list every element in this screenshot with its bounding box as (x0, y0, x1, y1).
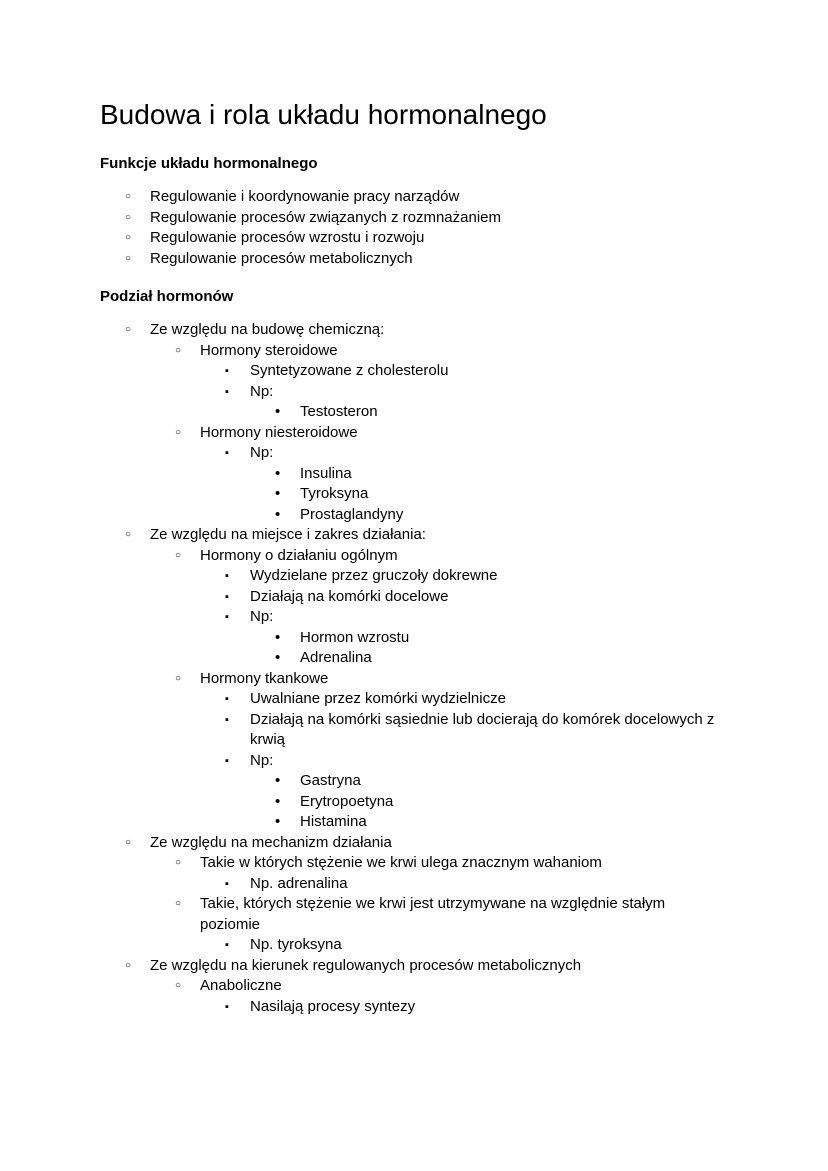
list-item (100, 812, 728, 833)
bullet-circle-icon: ○ (125, 211, 132, 223)
bullet-circle-icon: ○ (175, 898, 182, 909)
bullet-square-icon: ▪ (225, 385, 229, 398)
bullet-square-icon: ▪ (225, 939, 229, 951)
list-item-text: Ze względu na miejsce i zakres działania: (150, 526, 426, 543)
bullet-circle-icon: ○ (125, 836, 132, 848)
list-item-text: Działają na komórki sąsiednie lub docierają do komórek docelowych z krwią (250, 710, 715, 748)
list-item (100, 628, 728, 649)
list-item (100, 187, 728, 208)
list-item (100, 525, 728, 546)
bullet-circle-icon: ○ (125, 324, 132, 335)
list-item-text: Syntetyzowane z cholesterolu (250, 362, 449, 379)
bullet-square-icon: ▪ (225, 365, 229, 377)
list-item-text: Np. adrenalina (250, 874, 348, 892)
list-item-text: Np: (250, 608, 274, 625)
bullet-circle-icon: ○ (175, 857, 182, 868)
bullet-circle-icon: ○ (175, 549, 182, 561)
list-item-text: Hormony steroidowe (200, 341, 338, 359)
list-item-text: Ze względu na budowę chemiczną: (150, 321, 385, 338)
list-item-text: Hormony o działaniu ogólnym (200, 546, 398, 564)
list-item (100, 208, 728, 229)
bullet-dot-icon: • (275, 649, 281, 666)
list-item-text: Działają na komórki docelowe (250, 587, 449, 605)
list-item-text: Np: (250, 751, 274, 769)
list-item (100, 505, 728, 526)
list-item (100, 382, 728, 403)
section-heading: Podział hormonów (100, 288, 234, 305)
document-title: Budowa i rola układu hormonalnego (100, 99, 547, 130)
bullet-circle-icon: ○ (125, 529, 132, 540)
section-heading: Funkcje układu hormonalnego (100, 155, 318, 172)
list-item (100, 689, 728, 710)
bullet-square-icon: ▪ (225, 1000, 229, 1013)
list-item (100, 997, 728, 1018)
bullet-square-icon: ▪ (225, 693, 229, 705)
list-item-text: Regulowanie i koordynowanie pracy narządów (150, 188, 460, 205)
bullet-circle-icon: ○ (125, 232, 132, 243)
document-content (100, 98, 728, 1023)
bullet-dot-icon: • (275, 792, 281, 810)
bullet-square-icon: ▪ (225, 713, 229, 726)
bullet-square-icon: ▪ (225, 611, 229, 623)
list-item-text: Insulina (300, 464, 352, 482)
list-item (100, 423, 728, 444)
list-item (100, 792, 728, 813)
list-item-text: Ze względu na kierunek regulowanych procesów metabolicznych (150, 956, 582, 974)
bullet-list (100, 187, 728, 269)
bullet-dot-icon: • (275, 505, 281, 523)
list-item (100, 669, 728, 690)
list-item-text: Takie, których stężenie we krwi jest utrzymywane na względnie stałym poziomie (200, 895, 666, 933)
bullet-square-icon: ▪ (225, 590, 229, 603)
list-item (100, 228, 728, 249)
list-item (100, 464, 728, 485)
bullet-dot-icon: • (275, 464, 281, 482)
list-item-text: Regulowanie procesów związanych z rozmnażaniem (150, 208, 501, 226)
list-item-text: Np: (250, 382, 274, 400)
list-item-text: Gastryna (300, 772, 361, 789)
bullet-circle-icon: ○ (175, 672, 182, 684)
list-item (100, 853, 728, 874)
list-item (100, 361, 728, 382)
bullet-dot-icon: • (275, 772, 281, 789)
list-item-text: Uwalniane przez komórki wydzielnicze (250, 690, 506, 707)
bullet-circle-icon: ○ (125, 252, 132, 264)
list-item (100, 546, 728, 567)
bullet-square-icon: ▪ (225, 754, 229, 767)
list-item-text: Nasilają procesy syntezy (250, 997, 416, 1015)
bullet-square-icon: ▪ (225, 877, 229, 890)
list-item-text: Erytropoetyna (300, 792, 394, 810)
list-item (100, 443, 728, 464)
bullet-circle-icon: ○ (125, 191, 132, 202)
list-item (100, 484, 728, 505)
bullet-circle-icon: ○ (175, 980, 182, 991)
bullet-circle-icon: ○ (175, 344, 182, 356)
list-item (100, 874, 728, 895)
list-item-text: Regulowanie procesów metabolicznych (150, 249, 413, 267)
document-sections (100, 154, 728, 1017)
list-item-text: Np. tyroksyna (250, 936, 342, 953)
list-item (100, 587, 728, 608)
list-item-text: Ze względu na mechanizm działania (150, 833, 392, 851)
list-item-text: Hormon wzrostu (300, 628, 410, 646)
list-item (100, 894, 728, 935)
list-item-text: Wydzielane przez gruczoły dokrewne (250, 567, 498, 584)
list-item (100, 935, 728, 956)
list-item-text: Regulowanie procesów wzrostu i rozwoju (150, 229, 425, 246)
list-item-text: Histamina (300, 813, 367, 830)
list-item-text: Anaboliczne (200, 977, 282, 994)
bullet-dot-icon: • (275, 813, 281, 830)
list-item-text: Prostaglandyny (300, 505, 404, 523)
list-item (100, 607, 728, 628)
list-item (100, 341, 728, 362)
bullet-list (100, 320, 728, 1017)
list-item (100, 976, 728, 997)
bullet-circle-icon: ○ (175, 426, 182, 438)
list-item (100, 402, 728, 423)
list-item (100, 648, 728, 669)
list-item (100, 771, 728, 792)
list-item-text: Np: (250, 444, 274, 461)
bullet-dot-icon: • (275, 403, 281, 420)
bullet-square-icon: ▪ (225, 447, 229, 459)
list-item (100, 566, 728, 587)
list-item (100, 320, 728, 341)
bullet-dot-icon: • (275, 485, 281, 502)
list-item (100, 710, 728, 751)
bullet-square-icon: ▪ (225, 570, 229, 582)
bullet-circle-icon: ○ (125, 959, 132, 971)
list-item-text: Testosteron (300, 403, 378, 420)
list-item (100, 833, 728, 854)
list-item-text: Tyroksyna (300, 485, 369, 502)
list-item (100, 249, 728, 270)
list-item (100, 956, 728, 977)
list-item-text: Adrenalina (300, 649, 372, 666)
list-item-text: Hormony niesteroidowe (200, 423, 358, 441)
list-item (100, 751, 728, 772)
bullet-dot-icon: • (275, 628, 281, 646)
list-item-text: Takie w których stężenie we krwi ulega znacznym wahaniom (200, 854, 602, 871)
list-item-text: Hormony tkankowe (200, 669, 329, 687)
